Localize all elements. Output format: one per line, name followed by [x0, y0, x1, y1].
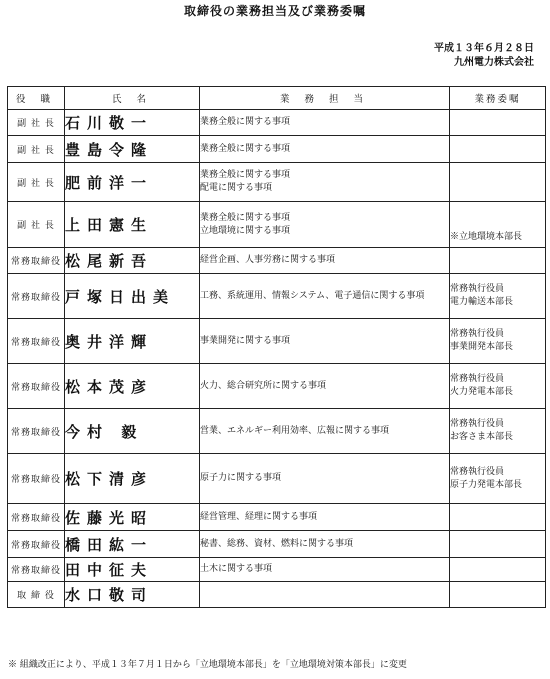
table-row — [8, 409, 546, 454]
commission-cell — [450, 274, 546, 319]
duties-cell — [200, 163, 450, 202]
duty-line: 工務、系統運用、情報システム、電子通信に関する事項 — [200, 290, 425, 301]
commission-cell — [450, 110, 546, 136]
table-row — [8, 582, 546, 608]
commission-cell — [450, 202, 546, 248]
role-cell: 常務取締役 — [8, 409, 65, 454]
role-cell: 常務取締役 — [8, 504, 65, 531]
duties-cell — [200, 248, 450, 274]
duties-cell — [200, 319, 450, 364]
commission-line: 常務執行役員 — [450, 466, 505, 477]
header-name: 氏 名 — [65, 87, 200, 110]
duty-line: 事業開発に関する事項 — [200, 335, 291, 346]
table-row — [8, 163, 546, 202]
duties-cell — [200, 409, 450, 454]
document-title: 取締役の業務担当及び業務委嘱 — [183, 4, 366, 18]
commission-cell — [450, 364, 546, 409]
commission-line: 常務執行役員 — [450, 284, 505, 294]
table-row — [8, 531, 546, 558]
duties-cell — [200, 274, 450, 319]
name-cell: 今村 毅 — [65, 409, 200, 454]
duties-cell — [200, 136, 450, 163]
name-cell: 松尾新吾 — [65, 248, 200, 274]
commission-line: ※立地環境本部長 — [450, 232, 523, 242]
commission-line: 火力発電本部長 — [450, 387, 514, 397]
duty-line: 業務全般に関する事項 — [200, 212, 291, 223]
duty-line: 火力、総合研究所に関する事項 — [200, 380, 327, 391]
commission-line: 事業開発本部長 — [450, 342, 514, 352]
name-cell: 水口敬司 — [65, 582, 200, 608]
duties-cell — [200, 364, 450, 409]
duty-line: 業務全般に関する事項 — [200, 170, 291, 180]
footnote: ※ 組織改正により、平成１３年７月１日から「立地環境本部長」を「立地環境対策本部長」に変更 — [8, 660, 407, 670]
table-row — [8, 364, 546, 409]
commission-cell — [450, 136, 546, 163]
duty-line: 原子力に関する事項 — [200, 473, 282, 483]
role-cell: 常務取締役 — [8, 364, 65, 409]
table-row — [8, 558, 546, 582]
commission-cell — [450, 248, 546, 274]
role-cell: 副 社 長 — [8, 110, 65, 136]
header-row — [8, 87, 546, 110]
duty-line: 営業、エネルギー利用効率、広報に関する事項 — [200, 425, 390, 436]
commission-cell — [450, 319, 546, 364]
duty-line: 立地環境に関する事項 — [200, 225, 291, 236]
company-name: 九州電力株式会社 — [454, 57, 534, 68]
duties-cell — [200, 582, 450, 608]
name-cell: 佐藤光昭 — [65, 504, 200, 531]
name-cell: 奥井洋輝 — [65, 319, 200, 364]
name-cell: 田中征夫 — [65, 558, 200, 582]
name-cell: 石川敬一 — [65, 110, 200, 136]
commission-cell — [450, 454, 546, 504]
duty-line: 経営管理、経理に関する事項 — [200, 511, 318, 522]
role-cell: 常務取締役 — [8, 558, 65, 582]
duty-line: 業務全般に関する事項 — [200, 117, 291, 127]
duty-line: 経営企画、人事労務に関する事項 — [200, 255, 336, 265]
table-row — [8, 248, 546, 274]
name-cell: 肥前洋一 — [65, 163, 200, 202]
document-meta — [434, 42, 534, 70]
duty-line: 配電に関する事項 — [200, 183, 273, 193]
role-cell: 常務取締役 — [8, 274, 65, 319]
role-cell: 副 社 長 — [8, 163, 65, 202]
name-cell: 上田憲生 — [65, 202, 200, 248]
role-cell: 常務取締役 — [8, 454, 65, 504]
commission-line: 常務執行役員 — [450, 329, 505, 339]
duty-line: 土木に関する事項 — [200, 564, 273, 574]
commission-line: 常務執行役員 — [450, 374, 505, 384]
duties-cell — [200, 202, 450, 248]
table-row — [8, 136, 546, 163]
role-cell: 常務取締役 — [8, 319, 65, 364]
duty-line: 業務全般に関する事項 — [200, 143, 291, 154]
officers-table-body — [8, 110, 546, 608]
commission-line: 電力輸送本部長 — [450, 297, 514, 307]
commission-cell — [450, 531, 546, 558]
commission-line: お客さま本部長 — [450, 432, 514, 442]
header-role: 役 職 — [8, 87, 65, 110]
issue-date: 平成１３年６月２８日 — [434, 43, 534, 54]
duty-line: 秘書、総務、資材、燃料に関する事項 — [200, 538, 354, 549]
table-row — [8, 274, 546, 319]
role-cell: 副 社 長 — [8, 136, 65, 163]
duties-cell — [200, 454, 450, 504]
role-cell: 取 締 役 — [8, 582, 65, 608]
name-cell: 松本茂彦 — [65, 364, 200, 409]
name-cell: 戸塚日出美 — [65, 274, 200, 319]
duties-cell — [200, 558, 450, 582]
table-row — [8, 110, 546, 136]
commission-line: 常務執行役員 — [450, 419, 505, 429]
commission-cell — [450, 163, 546, 202]
commission-line: 原子力発電本部長 — [450, 479, 523, 490]
table-row — [8, 319, 546, 364]
name-cell: 松下清彦 — [65, 454, 200, 504]
duties-cell — [200, 110, 450, 136]
header-duties: 業 務 担 当 — [200, 87, 450, 110]
commission-cell — [450, 582, 546, 608]
table-row — [8, 202, 546, 248]
role-cell: 常務取締役 — [8, 248, 65, 274]
duties-cell — [200, 504, 450, 531]
table-row — [8, 504, 546, 531]
officers-table — [7, 86, 546, 608]
table-row — [8, 454, 546, 504]
name-cell: 豊島令隆 — [65, 136, 200, 163]
role-cell: 副 社 長 — [8, 202, 65, 248]
role-cell: 常務取締役 — [8, 531, 65, 558]
duties-cell — [200, 531, 450, 558]
commission-cell — [450, 409, 546, 454]
header-commission: 業務委嘱 — [450, 87, 546, 110]
name-cell: 橋田紘一 — [65, 531, 200, 558]
commission-cell — [450, 504, 546, 531]
commission-cell — [450, 558, 546, 582]
